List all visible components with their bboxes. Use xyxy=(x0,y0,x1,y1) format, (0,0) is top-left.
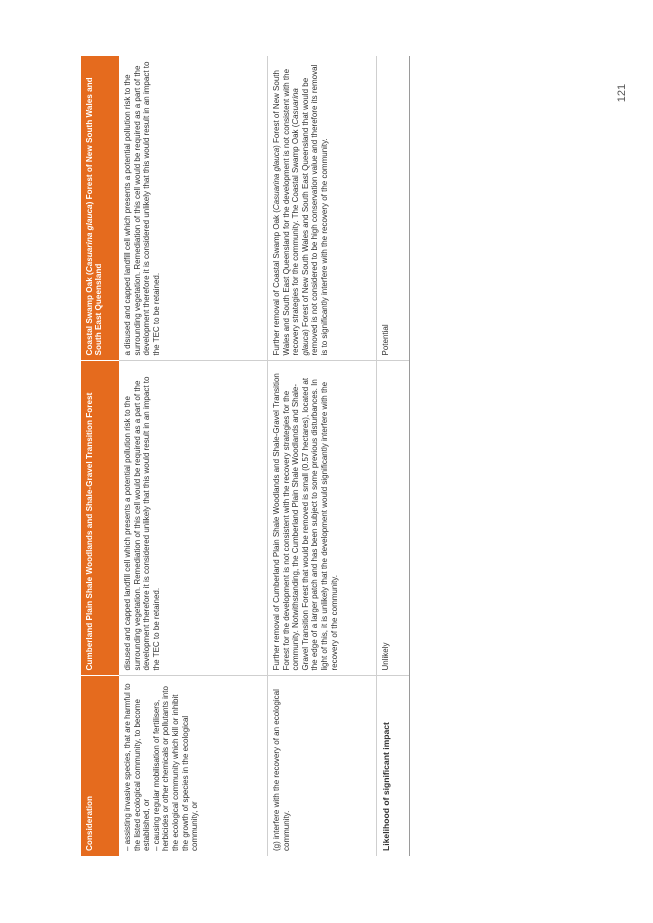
consideration-chemicals: – causing regular mobilisation of fertilisers, herbicides or other chemicals or pollutants into the ecological community which kill or inhibit the growth of species in the ecological community, or xyxy=(151,686,200,851)
likelihood-row xyxy=(377,56,410,856)
cell-cumberland: Further removal of Cumberland Plain Shale Woodlands and Shale-Gravel Transition Forest for the development is not consistent with the recovery strategies for the community. Notwithstanding, the Cumberland Plain Shale Woodlands and Shale-Gravel Transition Forest that would be removed is small (0.57 hectares), located at the edge of a larger patch and has been subject to some previous disturbances. In light of this, it is unlikely that the development would significantly interfere with the recovery of the community. xyxy=(268,361,377,676)
table-row xyxy=(119,56,268,856)
swamp-oak-species-1: Casuarina glauca xyxy=(272,147,281,211)
cell-cumberland: disused and capped landfill cell which presents a potential pollution risk to the surrounding vegetation. Remediation of this cell would be required as a part of the development therefore it is considered unlikely that this would result in an impact to the TEC to be retained. xyxy=(119,361,268,676)
page-number: 121 xyxy=(616,83,628,103)
cell-consideration: (g) interfere with the recovery of an ecological community. xyxy=(268,676,377,856)
cell-swamp-oak: a disused and capped landfill cell which presents a potential pollution risk to the surrounding vegetation. Remediation of this cell would be required as a part of the development therefore it is considered unlikely that this would result in an impact to the TEC to be retained. xyxy=(119,56,268,361)
swamp-oak-text-1: Further removal of Coastal Swamp Oak ( xyxy=(272,210,281,356)
significance-assessment-table xyxy=(81,56,410,856)
cell-consideration xyxy=(119,676,268,856)
header-swamp-oak-post: ) Forest of New South Wales and South East Queensland xyxy=(85,77,104,356)
consideration-invasive-species: – assisting invasive species, that are harmful to the listed ecological community, to become established, or xyxy=(123,683,152,851)
cell-swamp-oak xyxy=(268,56,377,361)
table-row xyxy=(268,56,377,856)
header-coastal-swamp-oak xyxy=(81,56,119,361)
header-cumberland-plain: Cumberland Plain Shale Woodlands and Shale-Gravel Transition Forest xyxy=(81,361,119,676)
swamp-oak-species-2: Casuarina glauca xyxy=(291,88,310,356)
header-consideration: Consideration xyxy=(81,676,119,856)
likelihood-label: Likelihood of significant impact xyxy=(377,676,410,856)
header-swamp-oak-species: Casuarina glauca xyxy=(85,204,94,273)
likelihood-cumberland: Unlikely xyxy=(377,361,410,676)
table-header-row xyxy=(81,56,119,856)
header-swamp-oak-pre: Coastal Swamp Oak ( xyxy=(85,272,94,356)
rotated-table-container xyxy=(81,56,399,856)
swamp-oak-text-3: ) Forest of New South Wales and South East Queensland that would be removed is not considered to be high conservation value and therefore its removal is to significantly interfere with the recovery of the community. xyxy=(300,64,329,356)
likelihood-swamp-oak: Potential xyxy=(377,56,410,361)
swamp-oak-text-2: ) Forest of New South Wales and South East Queensland for the development is not consistent with the recovery strategies for the community. The Coastal Swamp Oak ( xyxy=(272,68,301,356)
